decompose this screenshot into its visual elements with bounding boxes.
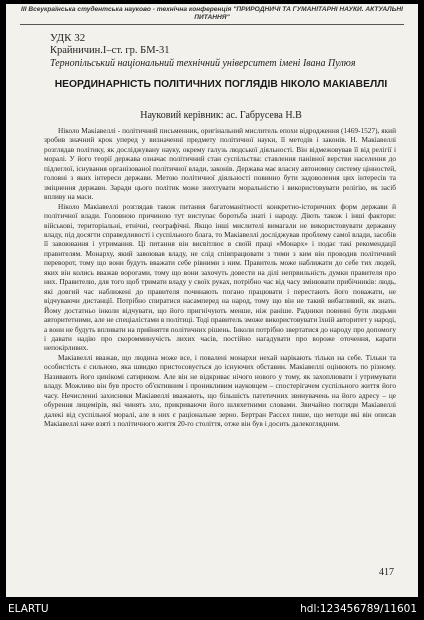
author-line: Крайничин.І–ст. гр. БМ-31 [50, 45, 170, 56]
footer-handle: hdl:123456789/11601 [300, 603, 417, 615]
article-body [44, 126, 396, 429]
conference-header: ІІІ Всеукраїнська студентська науково - технічна конференція "ПРИРОДНИЧІ ТА ГУМАНІТАРНІ НАУКИ. АКТУАЛЬНІ ПИТАННЯ" [20, 6, 404, 25]
udk-code: УДК 32 [50, 32, 86, 44]
footer-repository-name: ELARTU [8, 603, 49, 615]
paragraph: Ніколо Макіавеллі - політичний письменник, оригінальний мислитель епохи відродження (1469-1527), який зробив значний крок уперед у визначенні предмету політичної науки, її методів і законів. Н. Макіавеллі розглядав політику, як досліджувану науку, окрему галузь людської діяльності. Він відмежовував її від релігії і моралі. У його теорії держава означає політичний стан суспільства: ставлення панівної верстви населення до підлеглої, існування організованої політичної влади, законів. Держава має власну автономну систему цінностей, головні з яких інтереси держави. Метою політичної діяльності повинно бути задоволення цих інтересів та зміцнення держави. Заради цього політик може знехтувати моральністю і використовувати релігію, як засіб впливу на маси. [44, 126, 396, 202]
document-page [6, 4, 418, 597]
page-number: 417 [379, 567, 394, 578]
paragraph: Макіавеллі вважав, що людина може все, і повалені монархи нехай нарікають тільки на себе. Тільки та особистість є сильною, яка швидко пристосовується до існуючих обставин. Макіавеллі оцінюють по різному. Називають його цинікомі сатириком. Але він не відкриває нічого нового у тому, як захоплювати і утримувати владу. Можливо він був просто об'єктивним і проникливим науковцем – спостерігачем суспільного життя його часу. Нечисленні захисники Макіавеллі вважають, що більшість патетичних звинувачень на його адресу – це обурення лицемірів, які чинять зло, прикриваючи його шляхетними словами. Звичайно погляди Макіавеллі далекі від суспільної моралі, але в них є раціональне зерно. Бертран Рассел пише, що методи які він описав Макіавеллі наче взяті з політичного життя 20-го століття, отже він був і досить далекоглядним. [44, 352, 396, 429]
paragraph: Ніколо Макіавеллі розглядав також питання багатоманітності конкретно-історичних форм держави й політичної влади. Головною причиною тут виступає боротьба знаті і народу. Діють також і інші фактори: військові, територіальні, етнічні, географічні. Якщо інші мислителі вимагали не використовувати державну владу, під досягти справедливості і суспільного блага, то Макіавеллі досліджував проблему самої влади, засобів її завоювання і утримання. Ці питання він висвітлює в своїй праці «Монарх» і подає такі рекомендації правителям. Монарху, який завоював владу, не слід співпрацювати з тими з ким він проводив політичний переворот, тому що вони будуть вважати себе рівними з ним. Правитель може наближати до себе тих людей, яких він колись вважав ворогами, тому що вони захочуть довести на ділі непрвильність думки правителя про них. Правителю, для того щоб тримати владу у своїх руках, потрібно час від часу змінювати прибічників: людь, які довгий час наближені до правителя починають погано працювати і перестають його поважати, не відчуваючи дистанції. Потрібно спиратися насамперед на народ, тому що він не такий вибагливий, як знать. Йому достатньо інколи відчувати, що його пригнічують менше, ніж раніше. Радники повинні бути людьми авторитетними, але не спеціалістами в політиці. Тоді правитель зможе використовувати їхній авторитет у народі, а вони не будуть впливати на прийняття політичних рішень. Інколи потрібно звертатися до народу про допомогу і давати надію про скоромминучість лихих часів, постійно нагадувати про вороже оточення, карати непокірливих. [44, 201, 396, 353]
supervisor-line: Науковий керівник: ас. Габрусева Н.В [140, 110, 302, 121]
university-name: Тернопільський національний технічний університет імені Івана Пулюя [50, 58, 356, 69]
article-title: НЕОРДИНАРНІСТЬ ПОЛІТИЧНИХ ПОГЛЯДІВ НІКОЛО МАКІАВЕЛЛІ [54, 79, 388, 90]
